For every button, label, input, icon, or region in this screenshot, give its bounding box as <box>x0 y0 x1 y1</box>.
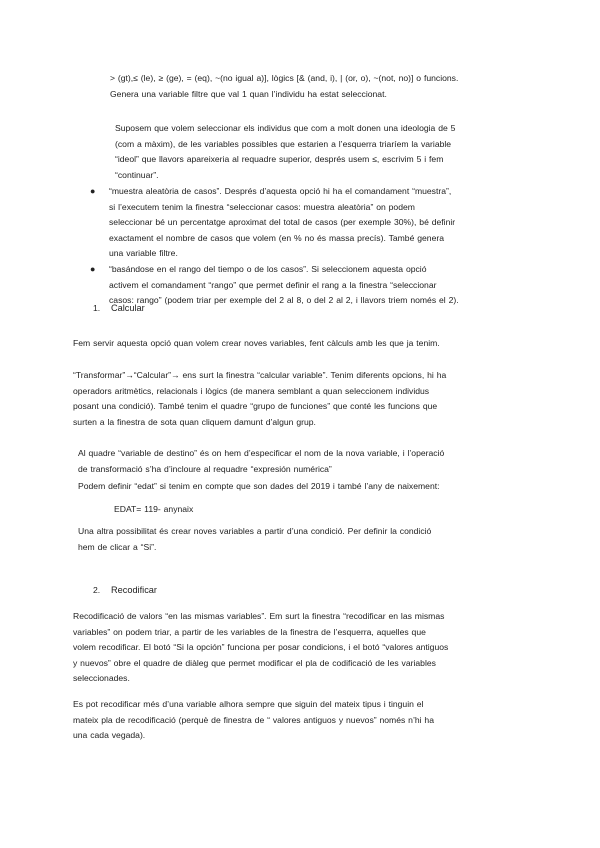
text-line: mateix pla de recodificació (perquè de finestra de “ valores antiguos y nuevos” només n’hi ha <box>73 714 434 725</box>
text-line: > (gt),≤ (le), ≥ (ge), = (eq), ~(no igual a)], lògics [& (and, i), | (or, o), ~(not, no)] o funcions. <box>110 73 459 83</box>
text-line: variables” on podem triar, a partir de les variables de la finestra de l’esquerra, aquelles que <box>73 626 426 637</box>
text-line: “continuar”. <box>115 169 159 180</box>
text-line: una cada vegada). <box>73 730 146 741</box>
section-number: 1. <box>93 303 101 313</box>
text-line: casos: rango” (podem triar per exemple del 2 al 8, o del 2 al 2, i llavors triem només el 2). <box>109 295 459 306</box>
bullet-item-muestra <box>109 184 455 262</box>
recodificar-paragraph-2 <box>73 697 434 744</box>
section-number: 2. <box>93 585 101 595</box>
text-line: Suposem que volem seleccionar els individus que com a molt donen una ideologia de 5 <box>115 123 456 133</box>
text-line: “muestra aleatòria de casos”. Després d’aquesta opció hi ha el comandament “muestra”, <box>109 186 452 196</box>
example-paragraph <box>115 121 455 183</box>
text-line: hem de clicar a “Si”. <box>78 541 157 552</box>
edat-formula: EDAT= 119- anynaix <box>114 504 194 514</box>
text-line: “Transformar”→“Calcular”→ ens surt la finestra “calcular variable”. Tenim diferents opcions, hi ha <box>73 370 447 380</box>
text-line: Recodificació de valors “en las mismas variables”. Em surt la finestra “recodificar en las mismas <box>73 611 445 621</box>
text-line: exactament el nombre de casos que volem (en % no és massa precís). També genera <box>109 232 445 243</box>
text-line: Una altra possibilitat és crear noves variables a partir d’una condició. Per definir la condició <box>78 526 432 536</box>
bullet-icon: ● <box>90 186 96 196</box>
text-line: posant una condició). També tenim el quadre “grupo de funciones” que conté les funcions que <box>73 401 438 412</box>
text-line: Al quadre “variable de destino” és on hem d’especificar el nom de la nova variable, i l’operació <box>78 448 445 458</box>
text-line: seleccionades. <box>73 673 130 684</box>
bullet-icon: ● <box>90 264 96 274</box>
section-heading-calcular: Calcular <box>111 303 145 313</box>
text-line: surten a la finestra de sota quan cliquem damunt d’algun grup. <box>73 416 316 427</box>
bullet-item-rango <box>109 262 459 309</box>
recodificar-paragraph-1 <box>73 609 448 687</box>
text-line: y nuevos” obre el quadre de diàleg que permet modificar el pla de codificació de les variables <box>73 657 436 668</box>
text-line: “ideol” que llavors apareixeria al requadre superior, després usem ≤, escrivim 5 i fem <box>115 154 444 165</box>
condicio-paragraph <box>78 524 431 555</box>
calcular-paragraph <box>73 368 446 430</box>
text-line: activem el comandament “rango” que permet definir el rang a la finestra “seleccionar <box>109 279 437 290</box>
text-line: volem recodificar. El botó “Si la opción” funciona per posar condicions, i el botó “valores antiguos <box>73 642 449 653</box>
text-line: “basándose en el rango del tiempo o de los casos”. Si seleccionem aquesta opció <box>109 264 427 274</box>
text-line: seleccionar bé un percentatge aproximat del total de casos (per exemple 30%), bé definir <box>109 217 456 228</box>
text-line: Genera una variable filtre que val 1 quan l’individu ha estat seleccionat. <box>110 88 387 99</box>
intro-paragraph <box>110 71 458 102</box>
text-line: Es pot recodificar més d’una variable alhora sempre que siguin del mateix tipus i tinguin el <box>73 699 424 709</box>
edat-intro: Podem definir “edat” si tenim en compte que son dades del 2019 i també l’any de naixement: <box>78 481 440 491</box>
destino-paragraph <box>78 446 444 477</box>
text-line: (com a màxim), de les variables possibles que estarien a l’esquerra triaríem la variable <box>115 138 452 149</box>
text-line: si l’executem tenim la finestra “seleccionar casos: muestra aleatòria” on podem <box>109 201 415 212</box>
text-line: operadors aritmètics, relacionals i lògics (de manera semblant a quan seleccionem individus <box>73 385 430 396</box>
text-line: de transformació s’ha d’incloure al requadre “expresión numérica” <box>78 463 332 474</box>
section-heading-recodificar: Recodificar <box>111 585 157 595</box>
calcular-intro: Fem servir aquesta opció quan volem crear noves variables, fent càlculs amb les que ja tenim. <box>73 338 440 348</box>
text-line: una variable filtre. <box>109 248 178 259</box>
